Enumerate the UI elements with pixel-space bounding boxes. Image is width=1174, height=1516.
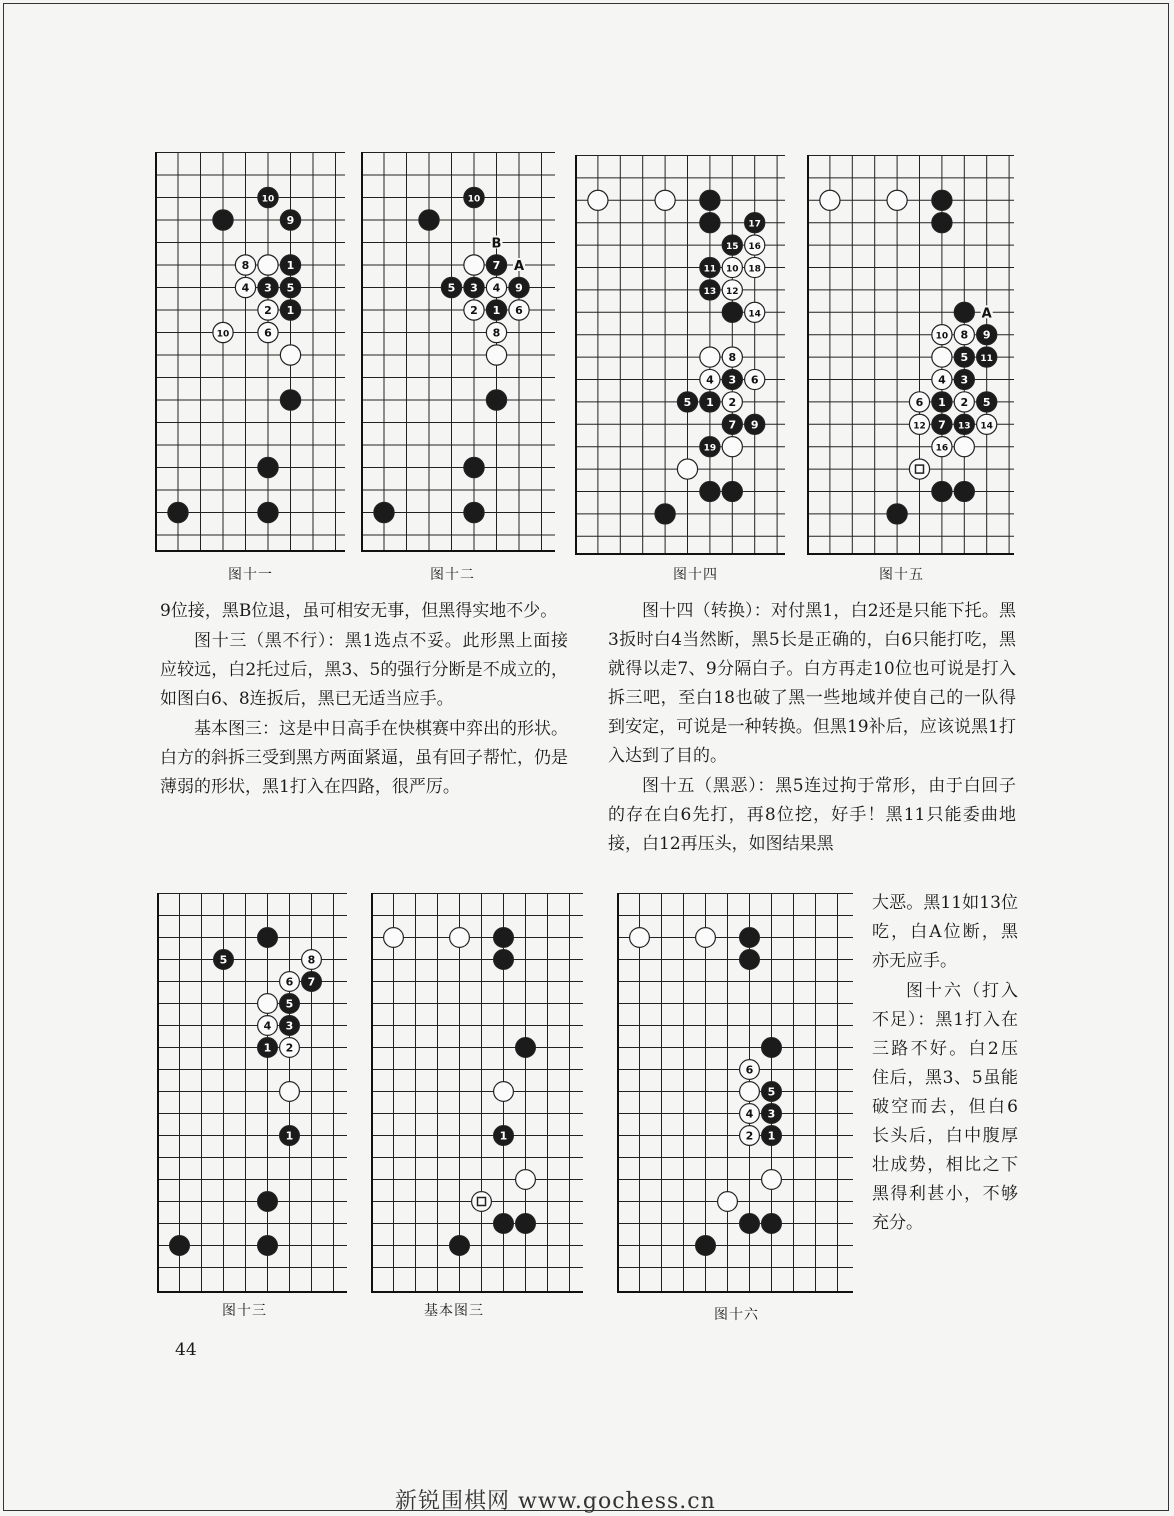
white-stone [700, 347, 720, 367]
paragraph-left-3: 基本图三：这是中日高手在快棋赛中弈出的形状。白方的斜拆三受到黑方两面紧逼，虽有回子帮忙，仍是薄弱的形状，黑1打入在四路，很严厉。 [160, 719, 568, 797]
white-stone [258, 1016, 278, 1036]
black-stone [258, 502, 278, 522]
black-stone [977, 392, 997, 412]
black-stone [494, 928, 514, 948]
black-stone [722, 414, 742, 434]
paragraph-right-4: 图十六（打入不足）：黑1打入在三路不好。白2压住后，黑3、5虽能破空而去，但白6长头后，白中腹厚壮成势，相比之下黑得利甚小，不够充分。 [872, 981, 1018, 1233]
move-number: 1 [286, 304, 295, 317]
black-stone [280, 277, 300, 297]
move-number: 9 [750, 418, 759, 432]
black-stone [258, 187, 278, 207]
move-number: 5 [447, 281, 456, 295]
move-number: 1 [285, 1129, 294, 1143]
white-stone [722, 437, 742, 457]
black-stone [740, 928, 760, 948]
white-stone [762, 1170, 782, 1190]
move-number: 10 [261, 194, 275, 205]
black-stone [280, 1016, 300, 1036]
white-stone [302, 950, 322, 970]
black-stone [464, 187, 484, 207]
paragraph-right-3: 大恶。黑11如13位吃，白A位断，黑亦无应手。 [872, 893, 1018, 971]
move-number: 4 [706, 373, 714, 387]
white-stone [722, 347, 742, 367]
white-stone [977, 414, 997, 434]
black-stone [722, 302, 742, 322]
move-number: 7 [938, 418, 946, 432]
white-stone [486, 322, 506, 342]
black-stone [464, 502, 484, 522]
black-stone [932, 414, 952, 434]
move-number: 1 [706, 395, 714, 409]
caption-fig15: 图十五 [879, 567, 924, 583]
board-svg [371, 893, 583, 1293]
black-stone [762, 1214, 782, 1234]
move-number: 14 [748, 309, 761, 320]
move-number: 9 [286, 214, 295, 227]
black-stone [258, 1038, 278, 1058]
white-stone [258, 322, 278, 342]
white-stone [740, 1060, 760, 1080]
black-stone [932, 190, 952, 210]
black-stone [280, 300, 300, 320]
black-stone [700, 392, 720, 412]
caption-fig12: 图十二 [430, 567, 475, 583]
black-stone [745, 414, 765, 434]
white-stone [450, 928, 470, 948]
black-stone [762, 1104, 782, 1124]
white-stone [280, 1082, 300, 1102]
black-stone [516, 1038, 536, 1058]
black-stone [464, 277, 484, 297]
caption-fig11: 图十一 [228, 567, 273, 583]
move-number: 7 [492, 259, 501, 272]
white-stone [722, 280, 742, 300]
black-stone [486, 300, 506, 320]
move-number: 5 [683, 395, 692, 409]
white-stone [932, 369, 952, 389]
black-stone [700, 437, 720, 457]
black-stone [745, 213, 765, 233]
white-stone [954, 392, 974, 412]
point-label: B [491, 236, 502, 252]
move-number: 8 [960, 328, 969, 342]
black-stone [280, 1126, 300, 1146]
white-stone [258, 300, 278, 320]
move-number: 3 [960, 373, 969, 387]
white-stone [820, 190, 840, 210]
black-stone [258, 1192, 278, 1212]
black-stone [954, 302, 974, 322]
move-number: 6 [264, 326, 272, 340]
white-stone [722, 392, 742, 412]
white-stone [909, 392, 929, 412]
move-number: 7 [728, 418, 737, 432]
move-number: 3 [264, 281, 272, 295]
white-stone [464, 255, 484, 275]
black-stone [258, 1236, 278, 1256]
move-number: 4 [745, 1107, 754, 1121]
move-number: 8 [307, 953, 316, 967]
black-stone [494, 950, 514, 970]
paragraph-right-2: 图十五（黑恶）：黑5连过拘于常形，由于白回子的存在白6先打，再8位挖，好手！黑11只能委曲地接，白12再压头，如图结果黑 [608, 776, 1016, 854]
white-stone [740, 1104, 760, 1124]
move-number: 12 [726, 286, 739, 297]
go-board-fig15 [807, 155, 1014, 555]
move-number: 2 [960, 395, 969, 409]
black-stone [762, 1126, 782, 1146]
white-stone [258, 994, 278, 1014]
white-stone [235, 255, 255, 275]
move-number: 2 [470, 304, 478, 317]
white-stone [630, 928, 650, 948]
black-stone [419, 210, 439, 230]
paragraph-left-2: 图十三（黑不行）：黑1选点不妥。此形黑上面接应较远，白2托过后，黑3、5的强行分断是不成立的，如图白6、8连扳后，黑已无适当应手。 [160, 631, 568, 709]
caption-basic3: 基本图三 [424, 1303, 484, 1319]
move-number: 2 [745, 1129, 754, 1143]
move-number: 17 [748, 219, 761, 230]
black-stone [740, 1214, 760, 1234]
black-stone [700, 213, 720, 233]
go-board-fig12 [361, 152, 555, 552]
move-number: 10 [726, 264, 739, 275]
move-number: 1 [286, 259, 295, 272]
move-number: 6 [915, 395, 924, 409]
black-stone [441, 277, 461, 297]
board-svg [157, 893, 347, 1293]
white-stone [745, 235, 765, 255]
black-stone [762, 1082, 782, 1102]
go-board-fig16 [617, 893, 853, 1293]
paragraph-left-1: 9位接，黑B位退，虽可相安无事，但黑得实地不少。 [160, 601, 558, 621]
caption-fig16: 图十六 [714, 1307, 759, 1323]
white-stone [280, 345, 300, 365]
black-stone [280, 210, 300, 230]
move-number: 6 [750, 373, 759, 387]
black-stone [494, 1214, 514, 1234]
move-number: 2 [264, 304, 272, 317]
move-number: 16 [748, 242, 761, 253]
black-stone [932, 213, 952, 233]
move-number: 8 [728, 351, 737, 365]
right-narrow-column [872, 889, 1018, 1239]
black-stone [700, 190, 720, 210]
white-stone [887, 190, 907, 210]
move-number: 1 [938, 395, 946, 409]
white-stone [464, 300, 484, 320]
move-number: 5 [285, 997, 294, 1011]
white-stone [677, 459, 697, 479]
board-svg [807, 155, 1014, 555]
black-stone [494, 1126, 514, 1146]
black-stone [932, 481, 952, 501]
white-stone [472, 1192, 492, 1212]
black-stone [280, 255, 300, 275]
black-stone [722, 235, 742, 255]
move-number: 5 [286, 281, 295, 295]
paragraph-right-1: 图十四（转换）：对付黑1，白2还是只能下托。黑3扳时白4当然断，黑5长是正确的，白6只能打吃，黑就得以走7、9分隔白子。白方再走10位也可说是打入拆三吧，至白18也破了黑一些地域并使自己的一队得到安定，可说是一种转换。但黑19补后，应该说黑1打入达到了目的。 [608, 601, 1016, 766]
move-number: 3 [285, 1019, 294, 1033]
black-stone [302, 972, 322, 992]
white-stone [954, 325, 974, 345]
move-number: 3 [470, 281, 478, 295]
black-stone [258, 277, 278, 297]
go-board-basic3 [371, 893, 583, 1293]
white-stone [486, 345, 506, 365]
black-stone [168, 502, 188, 522]
move-number: 18 [748, 264, 761, 275]
white-stone [722, 257, 742, 277]
page-number: 44 [175, 1340, 197, 1360]
black-stone [954, 481, 974, 501]
white-stone [696, 928, 716, 948]
black-stone [954, 414, 974, 434]
move-number: 16 [935, 443, 949, 454]
white-stone [745, 257, 765, 277]
black-stone [516, 1214, 536, 1234]
white-stone [909, 459, 929, 479]
white-stone [954, 437, 974, 457]
move-number: 4 [492, 281, 501, 295]
white-stone [745, 369, 765, 389]
move-number: 5 [982, 395, 991, 409]
white-stone [494, 1082, 514, 1102]
white-stone [486, 277, 506, 297]
white-stone [280, 1038, 300, 1058]
move-number: 4 [241, 281, 250, 295]
move-number: 6 [515, 304, 523, 317]
black-stone [740, 950, 760, 970]
move-number: 1 [492, 304, 501, 317]
move-number: 9 [515, 281, 523, 295]
white-stone [718, 1192, 738, 1212]
black-stone [977, 325, 997, 345]
black-stone [214, 950, 234, 970]
move-number: 12 [913, 421, 926, 432]
caption-fig13: 图十三 [222, 1303, 267, 1319]
move-number: 1 [499, 1129, 508, 1143]
black-stone [213, 210, 233, 230]
move-number: 8 [492, 326, 501, 340]
black-stone [954, 369, 974, 389]
white-stone [740, 1126, 760, 1146]
black-stone [280, 390, 300, 410]
black-stone [887, 504, 907, 524]
move-number: 10 [216, 329, 230, 340]
move-number: 4 [938, 373, 946, 387]
white-stone [280, 972, 300, 992]
caption-fig14: 图十四 [673, 567, 718, 583]
black-stone [677, 392, 697, 412]
black-stone [464, 457, 484, 477]
right-text-column [608, 597, 1016, 860]
move-number: 14 [980, 421, 993, 432]
move-number: 6 [745, 1063, 754, 1077]
black-stone [954, 347, 974, 367]
move-number: 3 [728, 373, 737, 387]
black-stone [696, 1236, 716, 1256]
black-stone [655, 504, 675, 524]
black-stone [700, 481, 720, 501]
move-number: 2 [728, 395, 737, 409]
white-stone [932, 325, 952, 345]
black-stone [486, 255, 506, 275]
board-svg [155, 152, 345, 552]
white-stone [384, 928, 404, 948]
point-label: A [513, 259, 525, 274]
move-number: 2 [285, 1041, 294, 1055]
white-stone [258, 255, 278, 275]
move-number: 9 [982, 328, 991, 342]
point-label: A [981, 306, 992, 322]
white-stone [745, 302, 765, 322]
black-stone [450, 1236, 470, 1256]
board-svg [575, 155, 785, 555]
move-number: 7 [307, 975, 316, 989]
move-number: 4 [263, 1019, 272, 1033]
white-stone [213, 322, 233, 342]
white-stone [655, 190, 675, 210]
black-stone [722, 369, 742, 389]
move-number: 6 [285, 975, 294, 989]
move-number: 15 [726, 242, 739, 253]
black-stone [762, 1038, 782, 1058]
white-stone [588, 190, 608, 210]
left-text-column [160, 597, 568, 803]
white-stone [700, 369, 720, 389]
black-stone [722, 481, 742, 501]
black-stone [977, 347, 997, 367]
move-number: 5 [219, 953, 228, 967]
black-stone [700, 280, 720, 300]
black-stone [280, 994, 300, 1014]
board-svg [361, 152, 555, 552]
move-number: 5 [960, 351, 969, 365]
black-stone [170, 1236, 190, 1256]
move-number: 11 [980, 354, 993, 365]
black-stone [932, 392, 952, 412]
white-stone [740, 1082, 760, 1102]
move-number: 1 [767, 1129, 776, 1143]
move-number: 10 [467, 194, 481, 205]
white-stone [932, 347, 952, 367]
black-stone [258, 457, 278, 477]
go-board-fig13 [157, 893, 347, 1293]
footer-watermark: 新锐围棋网 www.gochess.cn [395, 1489, 716, 1514]
go-board-fig11 [155, 152, 345, 552]
move-number: 19 [703, 443, 717, 454]
black-stone [374, 502, 394, 522]
board-svg [617, 893, 853, 1293]
move-number: 8 [241, 259, 250, 272]
black-stone [509, 277, 529, 297]
go-board-fig14 [575, 155, 785, 555]
white-stone [509, 300, 529, 320]
move-number: 13 [703, 286, 717, 297]
black-stone [258, 928, 278, 948]
move-number: 13 [958, 421, 971, 432]
move-number: 5 [767, 1085, 776, 1099]
white-stone [909, 414, 929, 434]
move-number: 1 [263, 1041, 272, 1055]
white-stone [516, 1170, 536, 1190]
move-number: 11 [703, 264, 717, 275]
white-stone [235, 277, 255, 297]
move-number: 3 [767, 1107, 776, 1121]
white-stone [932, 437, 952, 457]
move-number: 10 [935, 331, 949, 342]
black-stone [700, 257, 720, 277]
black-stone [486, 390, 506, 410]
